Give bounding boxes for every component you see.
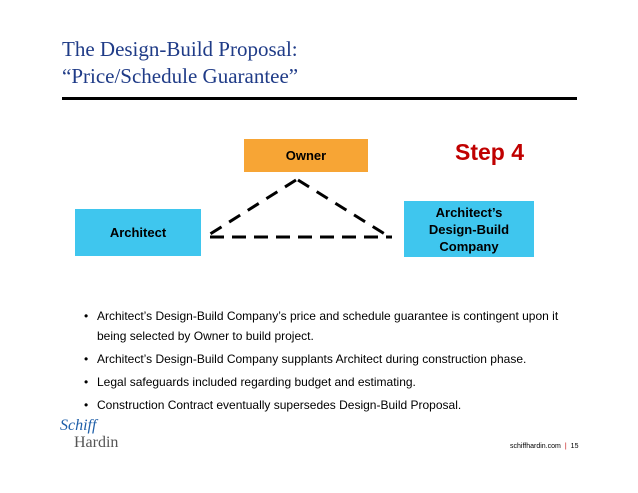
footer-site: schiffhardin.com: [510, 443, 561, 450]
logo-line-2: Hardin: [74, 434, 119, 451]
design-build-company-box: [404, 201, 534, 257]
company-label-line-3: Company: [439, 238, 499, 254]
bullet-item: • Construction Contract eventually supersedes Design-Build Proposal.: [84, 395, 584, 415]
bullet-item: • Architect’s Design-Build Company’s price and schedule guarantee is contingent upon it being selected by Owner to build project.: [84, 306, 584, 346]
page-number: 15: [570, 443, 579, 450]
owner-label: Owner: [285, 148, 327, 163]
owner-company-dashed-line: [298, 180, 388, 236]
owner-architect-dashed-line: [207, 180, 296, 236]
footer-separator: |: [564, 443, 567, 450]
bullet-list: [84, 306, 584, 418]
title-line-1: The Design-Build Proposal:: [62, 37, 298, 61]
architect-box: [75, 209, 201, 256]
schiff-hardin-logo: [60, 417, 118, 451]
bullet-item: • Legal safeguards included regarding budget and estimating.: [84, 372, 584, 392]
owner-box: [244, 139, 368, 172]
company-label-line-1: Architect’s: [435, 204, 503, 220]
architect-label: Architect: [109, 225, 167, 240]
title-line-2: “Price/Schedule Guarantee”: [62, 64, 299, 88]
company-label-line-2: Design-Build: [428, 221, 510, 237]
logo-line-1: Schiff: [60, 417, 97, 434]
step-label: Step 4: [455, 139, 525, 165]
bullet-item: • Architect’s Design-Build Company supplants Architect during construction phase.: [84, 349, 584, 369]
footer: [510, 443, 578, 450]
